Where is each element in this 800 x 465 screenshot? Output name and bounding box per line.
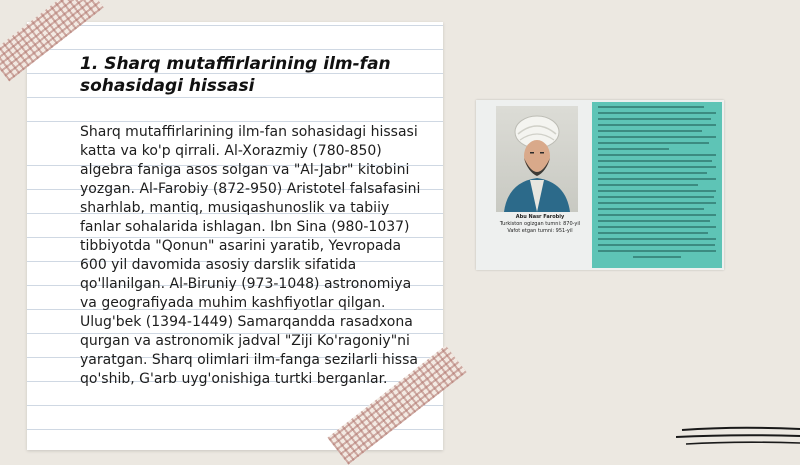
info-text-line — [598, 136, 716, 138]
info-text-line — [598, 130, 702, 132]
caption-birth-line: Turkiston ogizgan tumni: 870-yil — [499, 221, 581, 227]
info-text-line — [598, 118, 711, 120]
info-text-line — [598, 172, 707, 174]
decorative-lines — [676, 420, 800, 450]
slide-title: 1. Sharq mutaffirlarining ilm-fan sohasidagi hissasi — [80, 54, 391, 96]
portrait-illustration — [496, 106, 578, 212]
info-text-line — [598, 250, 716, 252]
info-text-line — [598, 178, 716, 180]
info-text-line — [598, 214, 716, 216]
info-text-line — [598, 124, 716, 126]
info-text-line — [598, 106, 704, 108]
info-text-line — [598, 202, 716, 204]
info-text-line — [598, 220, 710, 222]
info-text-line — [598, 238, 716, 240]
info-text-line — [598, 232, 708, 234]
info-text-line — [598, 166, 716, 168]
info-text-line — [598, 112, 716, 114]
info-text-line — [598, 190, 716, 192]
slide-body-text: Sharq mutaffirlarining ilm-fan sohasidagi hissasi katta va ko'p qirrali. Al-Xorazmiy (780-850) algebra faniga asos solgan va "Al-Jabr" kitobini yozgan. Al-Farobiy (872-950) Aristotel falsafasini sharhlab, mantiq, musiqashunoslik va tabiiy fanlar sohalarida ishlagan. Ibn Sina (980-1037) tibbiyotda "Qonun" asarini yaratib, Yevropada 600 yil davomida asosiy darslik sifatida qo'llanilgan. Al-Biruniy (973-1048) astronomiya va geografiyada muhim kashfiyotlar qilgan. Ulug'bek (1394-1449) Samarqandda rasadxona qurgan va astronomik jadval "Ziji Ko'ragoniy"ni yaratgan. Sharq olimlari ilm-fanga sezilarli hissa qo'shib, G'arb uyg'onishiga turtki berganlar. — [80, 124, 421, 387]
info-text-line — [598, 154, 716, 156]
info-text-line — [598, 208, 704, 210]
info-text-line — [598, 244, 715, 246]
info-text-line — [633, 256, 680, 258]
info-text-line — [598, 196, 714, 198]
info-text-line — [598, 226, 716, 228]
info-panel — [592, 102, 722, 268]
info-text-line — [598, 148, 669, 150]
info-text-line — [598, 160, 712, 162]
caption-death-line: Vafot etgan tumni: 951-yil — [507, 228, 573, 234]
scholar-figure — [476, 100, 724, 270]
figure-caption — [486, 214, 594, 235]
info-text-line — [598, 142, 709, 144]
scholar-portrait — [496, 106, 578, 212]
caption-name: Abu Nasr Farobiy — [515, 214, 565, 220]
info-text-line — [598, 184, 698, 186]
